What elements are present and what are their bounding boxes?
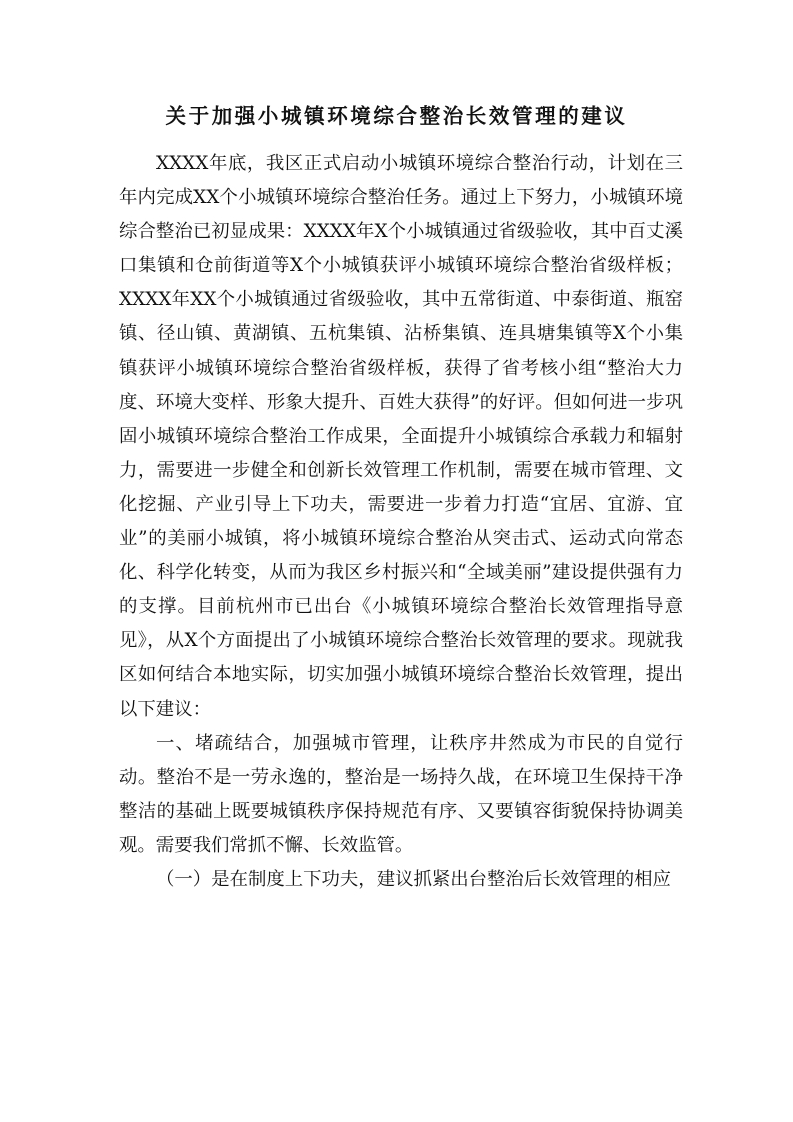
document-body — [119, 147, 683, 897]
document-title: 关于加强小城镇环境综合整治长效管理的建议 — [165, 104, 628, 128]
paragraph-section-1: 一、堵疏结合，加强城市管理，让秩序井然成为市民的自觉行动。整治不是一劳永逸的，整治是一场持久战，在环境卫生保持干净整洁的基础上既要城镇秩序保持规范有序、又要镇容街貌保持协调美观。需要我们常抓不懈、长效监管。 — [119, 732, 683, 856]
paragraph-subsection-1: （一）是在制度上下功夫，建议抓紧出台整治后长效管理的相应 — [156, 868, 671, 890]
paragraph-intro: XXXX年底，我区正式启动小城镇环境综合整治行动，计划在三年内完成XX个小城镇环境综合整治任务。通过上下努力，小城镇环境综合整治已初显成果：XXXX年X个小城镇通过省级验收，其中百丈溪口集镇和仓前街道等X个小城镇获评小城镇环境综合整治省级样板；XXXX年XX个小城镇通过省级验收，其中五常街道、中泰街道、瓶窑镇、径山镇、黄湖镇、五杭集镇、沾桥集镇、连具塘集镇等X个小集镇获评小城镇环境综合整治省级样板，获得了省考核小组“整治大力度、环境大变样、形象大提升、百姓大获得”的好评。但如何进一步巩固小城镇环境综合整治工作成果，全面提升小城镇综合承载力和辐射力，需要进一步健全和创新长效管理工作机制，需要在城市管理、文化挖掘、产业引导上下功夫，需要进一步着力打造“宜居、宜游、宜业”的美丽小城镇，将小城镇环境综合整治从突击式、运动式向常态化、科学化转变，从而为我区乡村振兴和“全域美丽”建设提供强有力的支撑。目前杭州市已出台《小城镇环境综合整治长效管理指导意见》，从X个方面提出了小城镇环境综合整治长效管理的要求。现就我区如何结合本地实际，切实加强小城镇环境综合整治长效管理，提出以下建议： — [119, 153, 683, 720]
